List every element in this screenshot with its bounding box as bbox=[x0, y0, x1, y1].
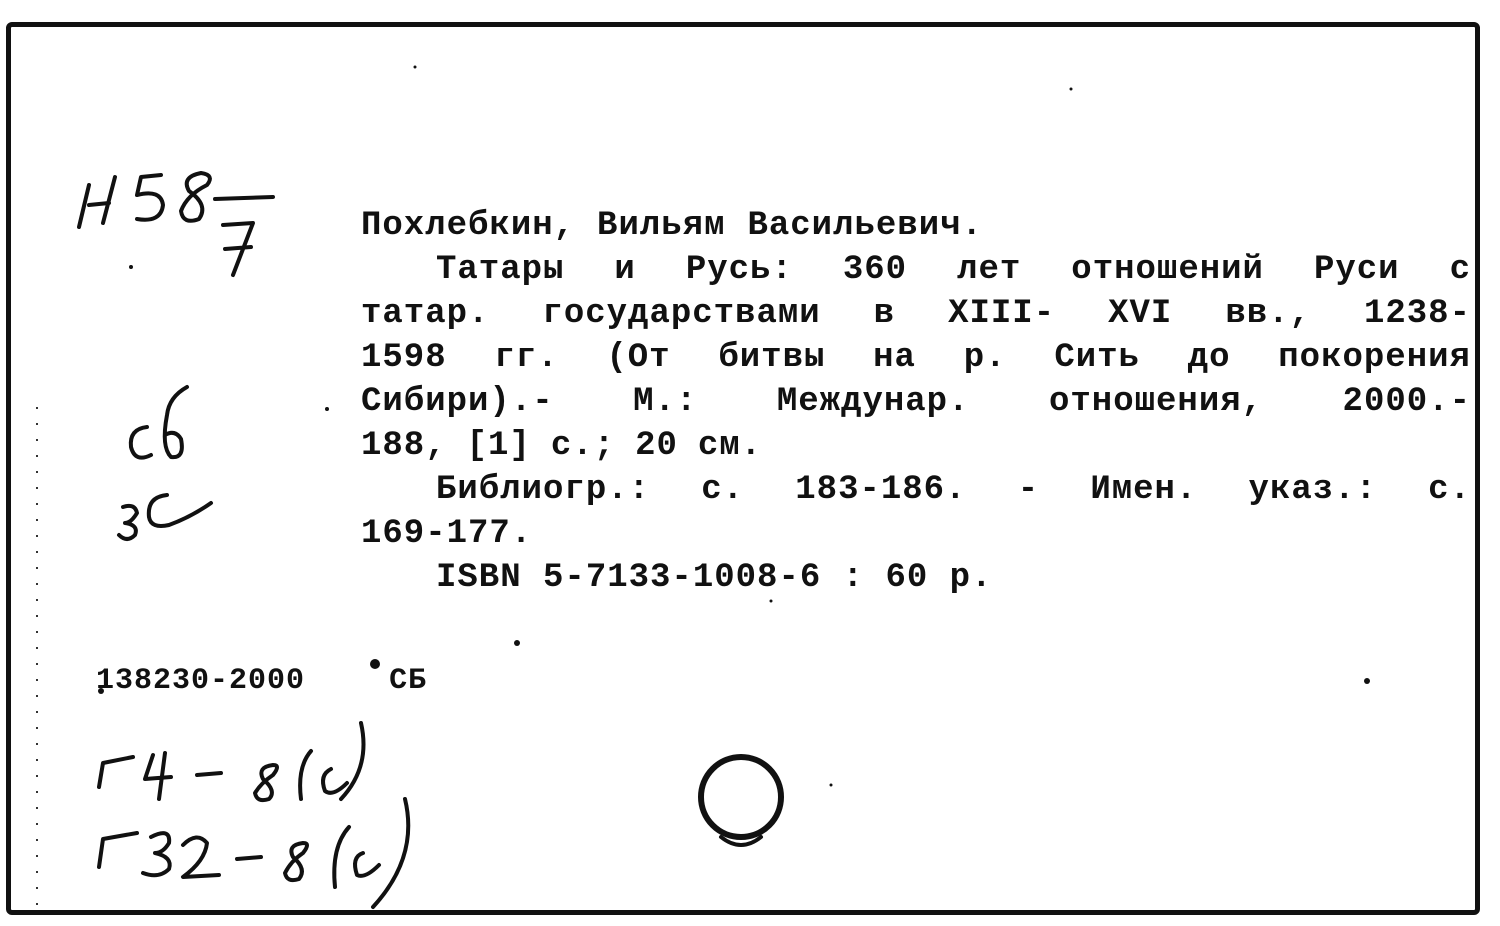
title-line-2 bbox=[361, 291, 1471, 333]
code-line-2-handwritten bbox=[99, 799, 408, 907]
author-patronymic: Васильевич. bbox=[747, 207, 983, 245]
notes-line-1 bbox=[436, 467, 1471, 509]
word: 1598 bbox=[361, 339, 447, 377]
word: 188, bbox=[361, 427, 447, 465]
word: Имен. bbox=[1090, 471, 1198, 509]
word: с.; bbox=[550, 427, 616, 465]
author-given-name: Вильям bbox=[597, 207, 726, 245]
word: - bbox=[1017, 471, 1040, 509]
word: Сить bbox=[1054, 339, 1140, 377]
word: 183-186. bbox=[795, 471, 967, 509]
word: и bbox=[614, 251, 636, 289]
isbn-price: ISBN 5-7133-1008-6 : 60 р. bbox=[436, 559, 993, 597]
author-surname: Похлебкин, bbox=[361, 207, 576, 245]
word: на bbox=[873, 339, 916, 377]
word: государствами bbox=[542, 295, 821, 333]
word: битвы bbox=[718, 339, 826, 377]
title-line-3 bbox=[361, 335, 1471, 377]
word: с. bbox=[1428, 471, 1471, 509]
punch-hole bbox=[701, 757, 781, 837]
word: вв., bbox=[1225, 295, 1311, 333]
title-line-5 bbox=[361, 423, 1471, 465]
word: Руси bbox=[1313, 251, 1400, 289]
word: М.: bbox=[633, 383, 698, 421]
isbn-line bbox=[436, 555, 1471, 597]
word: 169-177. bbox=[361, 515, 533, 553]
accession-number: 138230-2000 bbox=[96, 664, 306, 698]
word: (От bbox=[606, 339, 671, 377]
accession-suffix: СБ bbox=[389, 664, 428, 698]
word: отношения, bbox=[1049, 383, 1264, 421]
word: Сибири).- bbox=[361, 383, 554, 421]
word: 20 bbox=[635, 427, 678, 465]
word: XIII- bbox=[948, 295, 1056, 333]
author-line bbox=[361, 203, 1471, 245]
word: р. bbox=[963, 339, 1007, 377]
word: с bbox=[1449, 251, 1471, 289]
word: 2000.- bbox=[1342, 383, 1471, 421]
word: 360 bbox=[842, 251, 908, 289]
word: 1238- bbox=[1363, 295, 1471, 333]
code-line-1-handwritten bbox=[99, 723, 364, 800]
word: в bbox=[873, 295, 896, 333]
word: до bbox=[1187, 339, 1231, 377]
accession-number-line bbox=[96, 664, 427, 698]
word: указ.: bbox=[1248, 471, 1377, 509]
margin-notes-handwritten bbox=[119, 387, 211, 539]
word: лет bbox=[957, 251, 1022, 289]
notes-line-2 bbox=[361, 511, 1471, 553]
word: Междунар. bbox=[776, 383, 970, 421]
word: Русь: bbox=[685, 251, 793, 289]
word: отношений bbox=[1071, 251, 1264, 289]
shelf-mark-handwritten bbox=[79, 173, 273, 275]
catalog-card bbox=[6, 22, 1480, 915]
word: с. bbox=[701, 471, 745, 509]
word: Библиогр.: bbox=[436, 471, 651, 509]
title-line-1 bbox=[436, 247, 1471, 289]
title-line-4 bbox=[361, 379, 1471, 421]
word: покорения bbox=[1278, 339, 1471, 377]
word: см. bbox=[697, 427, 763, 465]
word: татар. bbox=[361, 295, 490, 333]
word: XVI bbox=[1108, 295, 1173, 333]
word: гг. bbox=[494, 339, 559, 377]
word: [1] bbox=[466, 427, 531, 465]
word: Татары bbox=[436, 251, 565, 289]
